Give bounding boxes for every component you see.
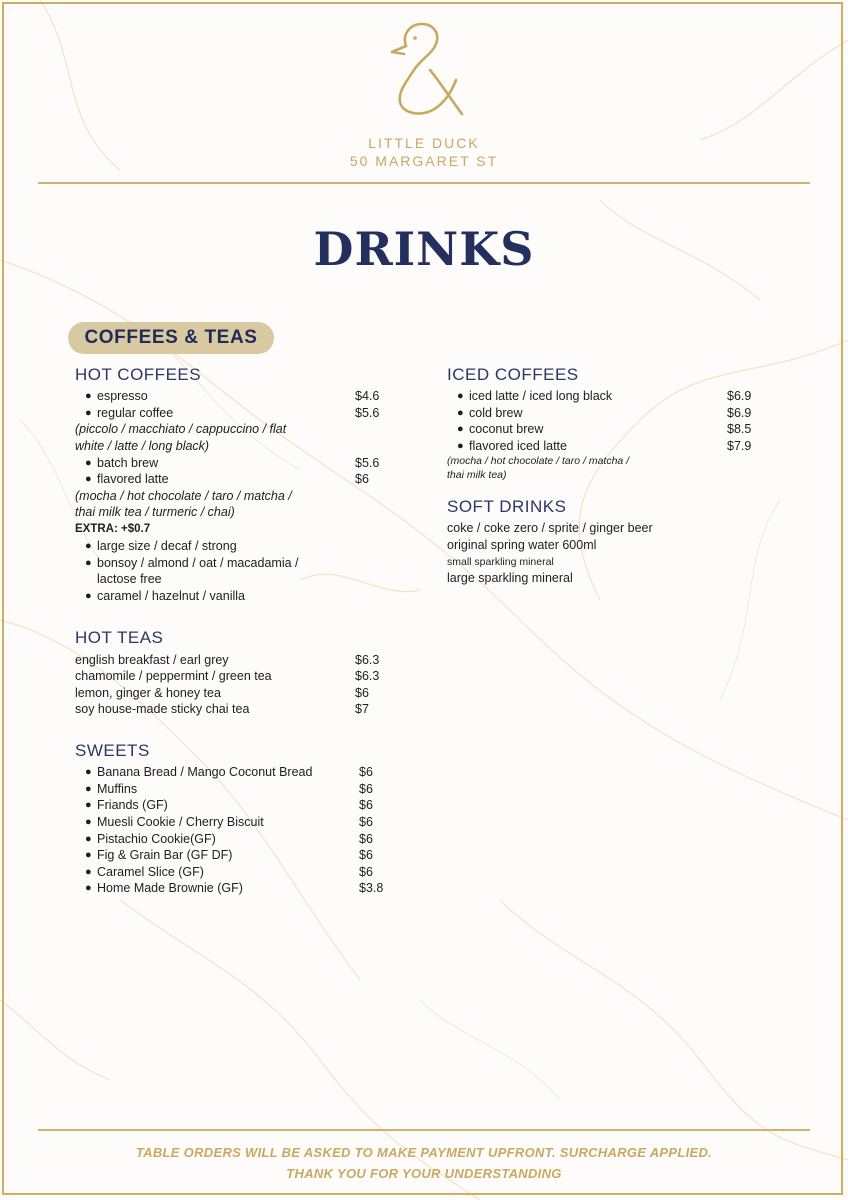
menu-item-name: chamomile / peppermint / green tea bbox=[75, 669, 272, 683]
section-heading-iced-coffees: ICED COFFEES bbox=[447, 365, 579, 384]
menu-item-name: large sparkling mineral bbox=[447, 571, 573, 585]
bullet-icon: ● bbox=[457, 390, 464, 402]
bullet-icon: ● bbox=[85, 833, 92, 845]
brand-name: LITTLE DUCK bbox=[368, 135, 480, 151]
bullet-icon: ● bbox=[85, 457, 92, 469]
menu-item-price: $6.3 bbox=[355, 669, 380, 683]
menu-item-name: coke / coke zero / sprite / ginger beer bbox=[447, 521, 653, 535]
menu-item-name: soy house-made sticky chai tea bbox=[75, 702, 250, 716]
extra-option: large size / decaf / strong bbox=[97, 539, 237, 553]
section-heading-sweets: SWEETS bbox=[75, 741, 150, 760]
bullet-icon: ● bbox=[85, 407, 92, 419]
menu-item-price: $6 bbox=[359, 798, 373, 812]
menu-item-price: $5.6 bbox=[355, 406, 380, 420]
bullet-icon: ● bbox=[85, 882, 92, 894]
menu-item-name: Muffins bbox=[97, 782, 138, 796]
menu-item-price: $6.9 bbox=[727, 389, 752, 403]
menu-item-name: Caramel Slice (GF) bbox=[97, 865, 204, 879]
menu-item-name: english breakfast / earl grey bbox=[75, 653, 229, 667]
menu-item-price: $6 bbox=[359, 782, 373, 796]
menu-item-price: $6.3 bbox=[355, 653, 380, 667]
menu-item-name: Fig & Grain Bar (GF DF) bbox=[97, 848, 233, 862]
menu-item-price: $3.8 bbox=[359, 881, 384, 895]
menu-item-price: $6 bbox=[359, 848, 373, 862]
menu-item-price: $6 bbox=[359, 832, 373, 846]
menu-item-name: batch brew bbox=[97, 456, 159, 470]
footer-thanks: THANK YOU FOR YOUR UNDERSTANDING bbox=[286, 1166, 562, 1181]
menu-item-price: $7 bbox=[355, 702, 369, 716]
menu-item-name: small sparkling mineral bbox=[447, 556, 554, 568]
menu-item-name: original spring water 600ml bbox=[447, 538, 597, 552]
bullet-icon: ● bbox=[457, 423, 464, 435]
menu-item-name: espresso bbox=[97, 389, 148, 403]
menu-item-name: Friands (GF) bbox=[97, 798, 168, 812]
bullet-icon: ● bbox=[457, 440, 464, 452]
menu-item-name: Banana Bread / Mango Coconut Bread bbox=[97, 765, 313, 779]
footer-notice: TABLE ORDERS WILL BE ASKED TO MAKE PAYMENT UPFRONT. SURCHARGE APPLIED. bbox=[135, 1145, 713, 1160]
bullet-icon: ● bbox=[85, 783, 92, 795]
menu-note: (mocha / hot chocolate / taro / matcha / bbox=[447, 455, 630, 467]
menu-note: thai milk tea / turmeric / chai) bbox=[75, 505, 235, 519]
menu-note: (piccolo / macchiato / cappuccino / flat bbox=[75, 422, 287, 436]
bullet-icon: ● bbox=[85, 473, 92, 485]
extra-option: lactose free bbox=[97, 572, 162, 586]
bottom-divider bbox=[38, 1129, 810, 1131]
menu-item-price: $8.5 bbox=[727, 422, 752, 436]
bullet-icon: ● bbox=[85, 540, 92, 552]
bullet-icon: ● bbox=[85, 557, 92, 569]
menu-item-price: $6.9 bbox=[727, 406, 752, 420]
menu-item-price: $6 bbox=[355, 686, 369, 700]
extra-label: EXTRA: +$0.7 bbox=[75, 523, 151, 535]
section-heading-hot-coffees: HOT COFFEES bbox=[75, 365, 202, 384]
bullet-icon: ● bbox=[85, 866, 92, 878]
page-title: DRINKS bbox=[313, 222, 535, 276]
menu-item-name: cold brew bbox=[469, 406, 523, 420]
bullet-icon: ● bbox=[85, 849, 92, 861]
menu-item-name: iced latte / iced long black bbox=[469, 389, 613, 403]
menu-item-price: $4.6 bbox=[355, 389, 380, 403]
menu-item-name: flavored iced latte bbox=[469, 439, 567, 453]
bullet-icon: ● bbox=[457, 407, 464, 419]
menu-item-price: $6 bbox=[359, 765, 373, 779]
menu-item-price: $6 bbox=[359, 865, 373, 879]
menu-item-name: Pistachio Cookie(GF) bbox=[97, 832, 216, 846]
section-heading-soft-drinks: SOFT DRINKS bbox=[447, 497, 567, 516]
bullet-icon: ● bbox=[85, 590, 92, 602]
menu-item-price: $5.6 bbox=[355, 456, 380, 470]
extra-option: bonsoy / almond / oat / macadamia / bbox=[97, 556, 299, 570]
top-divider bbox=[38, 182, 810, 184]
brand-address: 50 MARGARET ST bbox=[349, 153, 499, 169]
menu-note: (mocha / hot chocolate / taro / matcha / bbox=[75, 489, 292, 503]
menu-note: thai milk tea) bbox=[447, 469, 507, 481]
bullet-icon: ● bbox=[85, 390, 92, 402]
bullet-icon: ● bbox=[85, 816, 92, 828]
menu-item-name: flavored latte bbox=[97, 472, 169, 486]
bullet-icon: ● bbox=[85, 766, 92, 778]
menu-item-name: coconut brew bbox=[469, 422, 544, 436]
extra-option: caramel / hazelnut / vanilla bbox=[97, 589, 245, 603]
menu-item-name: Home Made Brownie (GF) bbox=[97, 881, 243, 895]
menu-item-price: $6 bbox=[355, 472, 369, 486]
menu-item-price: $7.9 bbox=[727, 439, 752, 453]
section-badge-coffees-teas: COFFEES & TEAS bbox=[68, 322, 274, 354]
menu-item-name: regular coffee bbox=[97, 406, 174, 420]
section-heading-hot-teas: HOT TEAS bbox=[75, 628, 164, 647]
menu-item-name: lemon, ginger & honey tea bbox=[75, 686, 221, 700]
menu-item-price: $6 bbox=[359, 815, 373, 829]
menu-item-name: Muesli Cookie / Cherry Biscuit bbox=[97, 815, 264, 829]
menu-note: white / latte / long black) bbox=[75, 439, 210, 453]
bullet-icon: ● bbox=[85, 799, 92, 811]
duck-logo-icon bbox=[384, 18, 466, 118]
